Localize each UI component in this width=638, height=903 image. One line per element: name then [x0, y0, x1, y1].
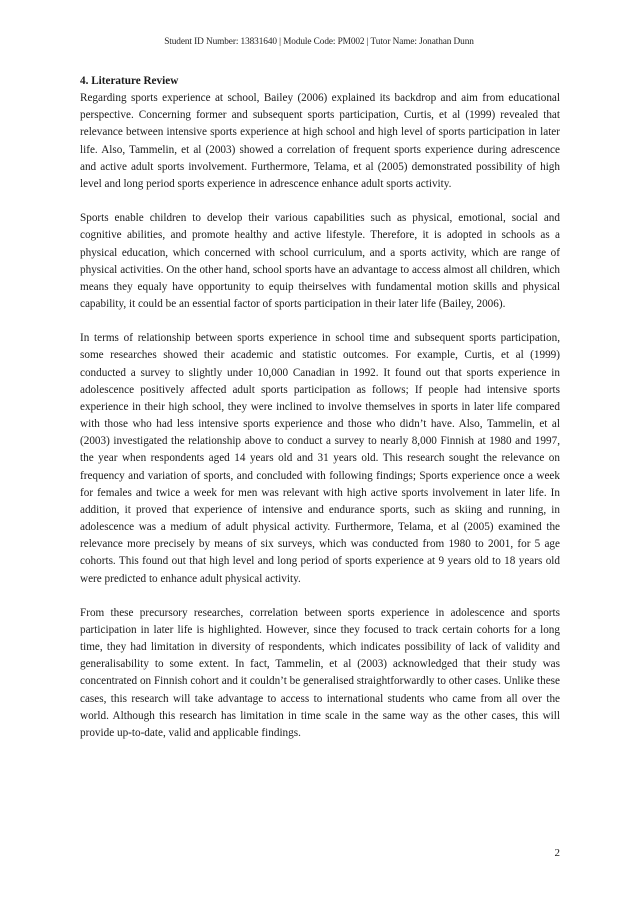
paragraph-3: In terms of relationship between sports experience in school time and subsequent sports participation, some researches showed their academic and statistic outcomes. For example, Curtis, et al (1999) conducted a survey to slightly under 10,000 Canadian in 1992. It found out that sports experience in adolescence positively affected adult sports participation as follows; If people had intensive sports experience in their high school, they were inclined to involve themselves in sports in later life compared with those who had less intensive sports experience and those who didn’t have. Also, Tammelin, et al (2003) investigated the relationship above to conduct a survey to nearly 8,000 Finnish at 1980 and 1997, the year when respondents aged 14 years old and 31 years old. This research sought the relevance on frequency and variation of sports, and concluded with following findings; Sports experience once a week for females and twice a week for men was relevant with high active sports involvement in later life. In addition, it proved that experience of intensive and endurance sports, such as skiing and running, in adolescence was a medium of adult physical activity. Furthermore, Telama, et al (2005) examined the relevance more precisely by means of six surveys, which was conducted from 1980 to 2001, for 5 age cohorts. This found out that high level and long period of sports experience at 9 years old to 18 years old were predicted to enhance adult physical activity.: [80, 332, 560, 585]
paragraph-2: Sports enable children to develop their various capabilities such as physical, emotional, social and cognitive abilities, and promote healthy and active lifestyle. Therefore, it is adopted in schools as a physical education, which concerned with school curriculum, and a sports activity, which are range of physical activities. On the other hand, school sports have an advantage to access almost all children, which means they equaly have opportunity to equip theirselves with fundamental motion skills and physical capability, it could be an essential factor of sports participation in their later life (Bailey, 2006).: [80, 212, 560, 311]
paragraph-4: From these precursory researches, correlation between sports experience in adolescence and sports participation in later life is highlighted. However, since they focused to track certain cohorts for a long time, they had limitation in diversity of respondents, which indicates possibility of lack of validity and generalisability to some extent. In fact, Tammelin, et al (2003) acknowledged that their study was concentrated on Finnish cohort and it couldn’t be generalised straightforwardly to other cases. Unlike these cases, this research will take advantage to access to international students who came from all over the world. Although this research has limitation in time scale in the same way as the other cases, this will provide up-to-date, valid and applicable findings.: [80, 606, 560, 739]
document-body: [80, 73, 560, 759]
section-heading: 4. Literature Review: [80, 75, 179, 87]
paragraph-1: Regarding sports experience at school, Bailey (2006) explained its backdrop and aim from educational perspective. Concerning former and subsequent sports participation, Curtis, et al (1999) revealed that relevance between intensive sports experience at high school and high level of sports participation in later life. Also, Tammelin, et al (2003) showed a correlation of frequent sports experience during adrescence and active adult sports involvement. Furthermore, Telama, et al (2005) demonstrated possibility of high level and long period sports experience in adrescence enhance adult sports activity.: [80, 92, 560, 190]
page-number: 2: [554, 847, 560, 859]
page-header: Student ID Number: 13831640 | Module Code: PM002 | Tutor Name: Jonathan Dunn: [164, 37, 474, 47]
